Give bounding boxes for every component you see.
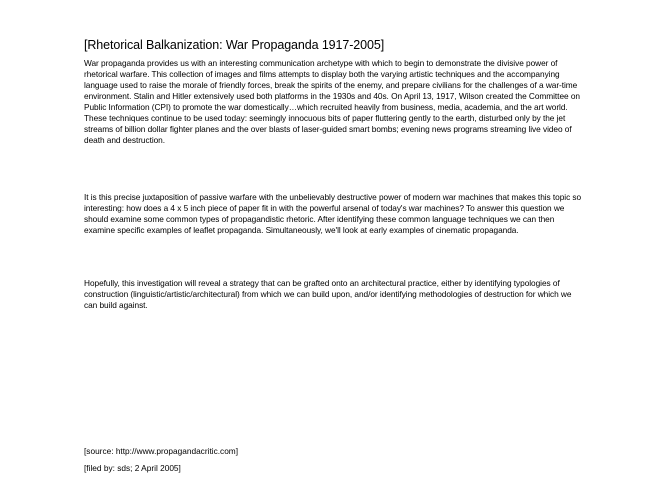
paragraph-conclusion: Hopefully, this investigation will reveal a strategy that can be grafted onto an architectural practice, either by identifying typologies of construction (linguistic/artistic/architectural) from which we can build upon, and/or identifying methodologies of destruction for which we can build against. (84, 278, 572, 310)
paragraph-intro: War propaganda provides us with an interesting communication archetype with which to begin to demonstrate the divisive power of rhetorical warfare. This collection of images and films attempts to display both the varying artistic techniques and the accompanying language used to raise the morale of friendly forces, break the spirits of the enemy, and prepare civilians for the challenges of a war-time environment. Stalin and Hitler extensively used both platforms in the 1930s and 40s. On April 13, 1917, Wilson created the Committee on Public Information (CPI) to promote the war domestically…which recruited heavily from business, media, academia, and the art world. These techniques continue to be used today: seemingly innocuous bits of paper fluttering gently to the earth, disturbed only by the jet streams of billion dollar fighter planes and the over blasts of laser-guided smart bombs; evening news programs streaming live video of death and destruction. (84, 58, 580, 145)
paragraph-juxtaposition: It is this precise juxtaposition of passive warfare with the unbelievably destructive power of modern war machines that makes this topic so interesting: how does a 4 x 5 inch piece of paper fit in with the powerful arsenal of today's war machines? To answer this question we should examine some common types of propagandistic rhetoric. After identifying these common language techniques we can then examine specific examples of leaflet propaganda. Simultaneously, we'll look at early examples of cinematic propaganda. (84, 192, 582, 235)
filed-by-note: [filed by: sds; 2 April 2005] (84, 463, 181, 473)
source-citation: [source: http://www.propagandacritic.com] (84, 446, 239, 456)
page-title: [Rhetorical Balkanization: War Propaganda 1917-2005] (84, 38, 385, 52)
